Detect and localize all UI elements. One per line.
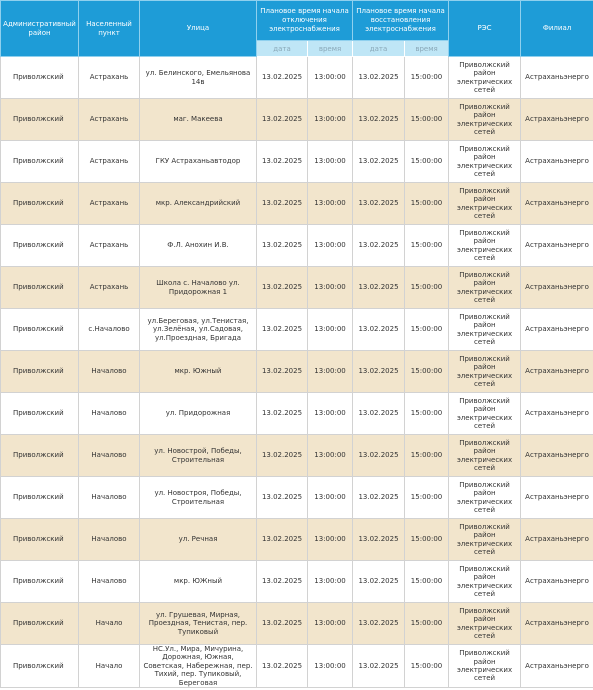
cell-end-date: 13.02.2025 <box>353 561 405 603</box>
cell-end-time: 15:00:00 <box>405 183 449 225</box>
cell-end-date: 13.02.2025 <box>353 141 405 183</box>
cell-branch: Астраханьэнерго <box>521 561 593 603</box>
cell-branch: Астраханьэнерго <box>521 477 593 519</box>
table-row <box>1 603 593 645</box>
table-row <box>1 393 593 435</box>
cell-street: ул. Новострой, Победы, Строительная <box>140 435 257 477</box>
cell-start-date: 13.02.2025 <box>257 183 308 225</box>
table-row <box>1 99 593 141</box>
cell-start-time: 13:00:00 <box>308 57 353 99</box>
table-body <box>1 57 593 688</box>
cell-end-date: 13.02.2025 <box>353 351 405 393</box>
table-row <box>1 183 593 225</box>
cell-res: Приволжский район электрических сетей <box>449 435 521 477</box>
cell-start-date: 13.02.2025 <box>257 561 308 603</box>
cell-branch: Астраханьэнерго <box>521 225 593 267</box>
table-row <box>1 225 593 267</box>
cell-res: Приволжский район электрических сетей <box>449 57 521 99</box>
header-settlement: Населенный пункт <box>79 1 140 57</box>
cell-district: Приволжский <box>1 225 79 267</box>
cell-settlement: Начало <box>79 603 140 645</box>
cell-district: Приволжский <box>1 645 79 688</box>
cell-branch: Астраханьэнерго <box>521 183 593 225</box>
cell-settlement: Началово <box>79 351 140 393</box>
cell-district: Приволжский <box>1 561 79 603</box>
cell-settlement: Началово <box>79 477 140 519</box>
cell-end-time: 15:00:00 <box>405 561 449 603</box>
table-row <box>1 561 593 603</box>
cell-end-time: 15:00:00 <box>405 57 449 99</box>
cell-settlement: с.Началово <box>79 309 140 351</box>
cell-street: ул. Новостроя, Победы, Строительная <box>140 477 257 519</box>
cell-res: Приволжский район электрических сетей <box>449 351 521 393</box>
cell-end-time: 15:00:00 <box>405 267 449 309</box>
cell-end-date: 13.02.2025 <box>353 393 405 435</box>
subheader-end-date: дата <box>353 41 405 57</box>
cell-street: ул. Грушевая, Мирная, Проездная, Тенистая, пер. Тупиковый <box>140 603 257 645</box>
cell-start-time: 13:00:00 <box>308 435 353 477</box>
cell-end-time: 15:00:00 <box>405 141 449 183</box>
cell-street: ГКУ Астраханьавтодор <box>140 141 257 183</box>
subheader-start-date: дата <box>257 41 308 57</box>
cell-res: Приволжский район электрических сетей <box>449 561 521 603</box>
table-row <box>1 141 593 183</box>
cell-start-date: 13.02.2025 <box>257 99 308 141</box>
cell-settlement: Началово <box>79 393 140 435</box>
cell-start-time: 13:00:00 <box>308 561 353 603</box>
cell-end-date: 13.02.2025 <box>353 645 405 688</box>
cell-start-date: 13.02.2025 <box>257 141 308 183</box>
cell-res: Приволжский район электрических сетей <box>449 267 521 309</box>
cell-settlement: Астрахань <box>79 141 140 183</box>
cell-settlement: Начало <box>79 645 140 688</box>
cell-start-time: 13:00:00 <box>308 141 353 183</box>
cell-branch: Астраханьэнерго <box>521 141 593 183</box>
cell-start-date: 13.02.2025 <box>257 477 308 519</box>
cell-start-date: 13.02.2025 <box>257 57 308 99</box>
header-district: Административный район <box>1 1 79 57</box>
cell-start-date: 13.02.2025 <box>257 519 308 561</box>
cell-start-time: 13:00:00 <box>308 351 353 393</box>
cell-res: Приволжский район электрических сетей <box>449 477 521 519</box>
header-res: РЭС <box>449 1 521 57</box>
cell-street: ул. Речная <box>140 519 257 561</box>
cell-end-time: 15:00:00 <box>405 477 449 519</box>
cell-start-time: 13:00:00 <box>308 519 353 561</box>
cell-district: Приволжский <box>1 519 79 561</box>
cell-end-time: 15:00:00 <box>405 99 449 141</box>
cell-start-time: 13:00:00 <box>308 183 353 225</box>
table-row <box>1 309 593 351</box>
cell-end-date: 13.02.2025 <box>353 435 405 477</box>
subheader-end-time: время <box>405 41 449 57</box>
cell-res: Приволжский район электрических сетей <box>449 225 521 267</box>
cell-start-date: 13.02.2025 <box>257 435 308 477</box>
cell-end-time: 15:00:00 <box>405 519 449 561</box>
cell-settlement: Астрахань <box>79 267 140 309</box>
cell-start-time: 13:00:00 <box>308 99 353 141</box>
cell-district: Приволжский <box>1 435 79 477</box>
cell-start-time: 13:00:00 <box>308 309 353 351</box>
cell-start-time: 13:00:00 <box>308 393 353 435</box>
cell-street: ул. Белинского, Емельянова 14в <box>140 57 257 99</box>
cell-res: Приволжский район электрических сетей <box>449 393 521 435</box>
cell-street: ул. Придорожная <box>140 393 257 435</box>
cell-start-time: 13:00:00 <box>308 477 353 519</box>
cell-end-time: 15:00:00 <box>405 351 449 393</box>
table-row <box>1 519 593 561</box>
cell-end-date: 13.02.2025 <box>353 267 405 309</box>
cell-end-time: 15:00:00 <box>405 309 449 351</box>
cell-street: маг. Макеева <box>140 99 257 141</box>
cell-district: Приволжский <box>1 603 79 645</box>
cell-start-date: 13.02.2025 <box>257 351 308 393</box>
cell-start-date: 13.02.2025 <box>257 267 308 309</box>
cell-end-date: 13.02.2025 <box>353 99 405 141</box>
cell-branch: Астраханьэнерго <box>521 603 593 645</box>
cell-branch: Астраханьэнерго <box>521 99 593 141</box>
cell-district: Приволжский <box>1 57 79 99</box>
cell-end-date: 13.02.2025 <box>353 225 405 267</box>
cell-res: Приволжский район электрических сетей <box>449 183 521 225</box>
cell-end-time: 15:00:00 <box>405 603 449 645</box>
cell-start-date: 13.02.2025 <box>257 309 308 351</box>
cell-branch: Астраханьэнерго <box>521 267 593 309</box>
table-row <box>1 645 593 688</box>
cell-start-time: 13:00:00 <box>308 603 353 645</box>
cell-start-date: 13.02.2025 <box>257 225 308 267</box>
cell-street: Школа с. Началово ул. Придорожная 1 <box>140 267 257 309</box>
cell-street: НС.Ул., Мира, Мичурина, Дорожная, Южная, Советская, Набережная, пер. Тихий, пер. Тупиковый, Береговая <box>140 645 257 688</box>
cell-res: Приволжский район электрических сетей <box>449 519 521 561</box>
cell-street: ул.Береговая, ул.Тенистая, ул.Зелёная, ул.Садовая, ул.Проездная, Бригада <box>140 309 257 351</box>
cell-res: Приволжский район электрических сетей <box>449 99 521 141</box>
cell-district: Приволжский <box>1 99 79 141</box>
cell-end-date: 13.02.2025 <box>353 183 405 225</box>
cell-settlement: Астрахань <box>79 57 140 99</box>
cell-district: Приволжский <box>1 351 79 393</box>
cell-start-time: 13:00:00 <box>308 267 353 309</box>
cell-branch: Астраханьэнерго <box>521 57 593 99</box>
cell-end-date: 13.02.2025 <box>353 519 405 561</box>
cell-end-date: 13.02.2025 <box>353 477 405 519</box>
header-branch: Филиал <box>521 1 593 57</box>
cell-street: мкр. Южный <box>140 351 257 393</box>
cell-res: Приволжский район электрических сетей <box>449 309 521 351</box>
cell-district: Приволжский <box>1 309 79 351</box>
cell-res: Приволжский район электрических сетей <box>449 141 521 183</box>
cell-settlement: Астрахань <box>79 99 140 141</box>
cell-district: Приволжский <box>1 477 79 519</box>
cell-branch: Астраханьэнерго <box>521 519 593 561</box>
cell-street: Ф.Л. Анохин И.В. <box>140 225 257 267</box>
cell-district: Приволжский <box>1 393 79 435</box>
cell-start-date: 13.02.2025 <box>257 645 308 688</box>
cell-district: Приволжский <box>1 141 79 183</box>
cell-branch: Астраханьэнерго <box>521 351 593 393</box>
cell-end-date: 13.02.2025 <box>353 57 405 99</box>
table-row <box>1 57 593 99</box>
cell-street: мкр. Александрийский <box>140 183 257 225</box>
cell-start-date: 13.02.2025 <box>257 603 308 645</box>
table-row <box>1 435 593 477</box>
cell-settlement: Началово <box>79 519 140 561</box>
cell-res: Приволжский район электрических сетей <box>449 603 521 645</box>
cell-street: мкр. ЮЖный <box>140 561 257 603</box>
cell-settlement: Началово <box>79 561 140 603</box>
cell-settlement: Астрахань <box>79 183 140 225</box>
header-outage-end: Плановое время начала восстановления электроснабжения <box>353 1 449 41</box>
header-street: Улица <box>140 1 257 57</box>
cell-district: Приволжский <box>1 267 79 309</box>
cell-start-time: 13:00:00 <box>308 645 353 688</box>
cell-branch: Астраханьэнерго <box>521 435 593 477</box>
cell-res: Приволжский район электрических сетей <box>449 645 521 688</box>
table-row <box>1 477 593 519</box>
cell-end-time: 15:00:00 <box>405 393 449 435</box>
cell-end-time: 15:00:00 <box>405 645 449 688</box>
table-row <box>1 267 593 309</box>
cell-branch: Астраханьэнерго <box>521 645 593 688</box>
cell-start-time: 13:00:00 <box>308 225 353 267</box>
cell-branch: Астраханьэнерго <box>521 393 593 435</box>
cell-settlement: Началово <box>79 435 140 477</box>
cell-end-time: 15:00:00 <box>405 225 449 267</box>
cell-end-date: 13.02.2025 <box>353 603 405 645</box>
table-header-row <box>1 1 593 41</box>
cell-district: Приволжский <box>1 183 79 225</box>
cell-settlement: Астрахань <box>79 225 140 267</box>
cell-branch: Астраханьэнерго <box>521 309 593 351</box>
cell-end-date: 13.02.2025 <box>353 309 405 351</box>
subheader-start-time: время <box>308 41 353 57</box>
header-outage-start: Плановое время начала отключения электроснабжения <box>257 1 353 41</box>
cell-end-time: 15:00:00 <box>405 435 449 477</box>
cell-start-date: 13.02.2025 <box>257 393 308 435</box>
table-row <box>1 351 593 393</box>
